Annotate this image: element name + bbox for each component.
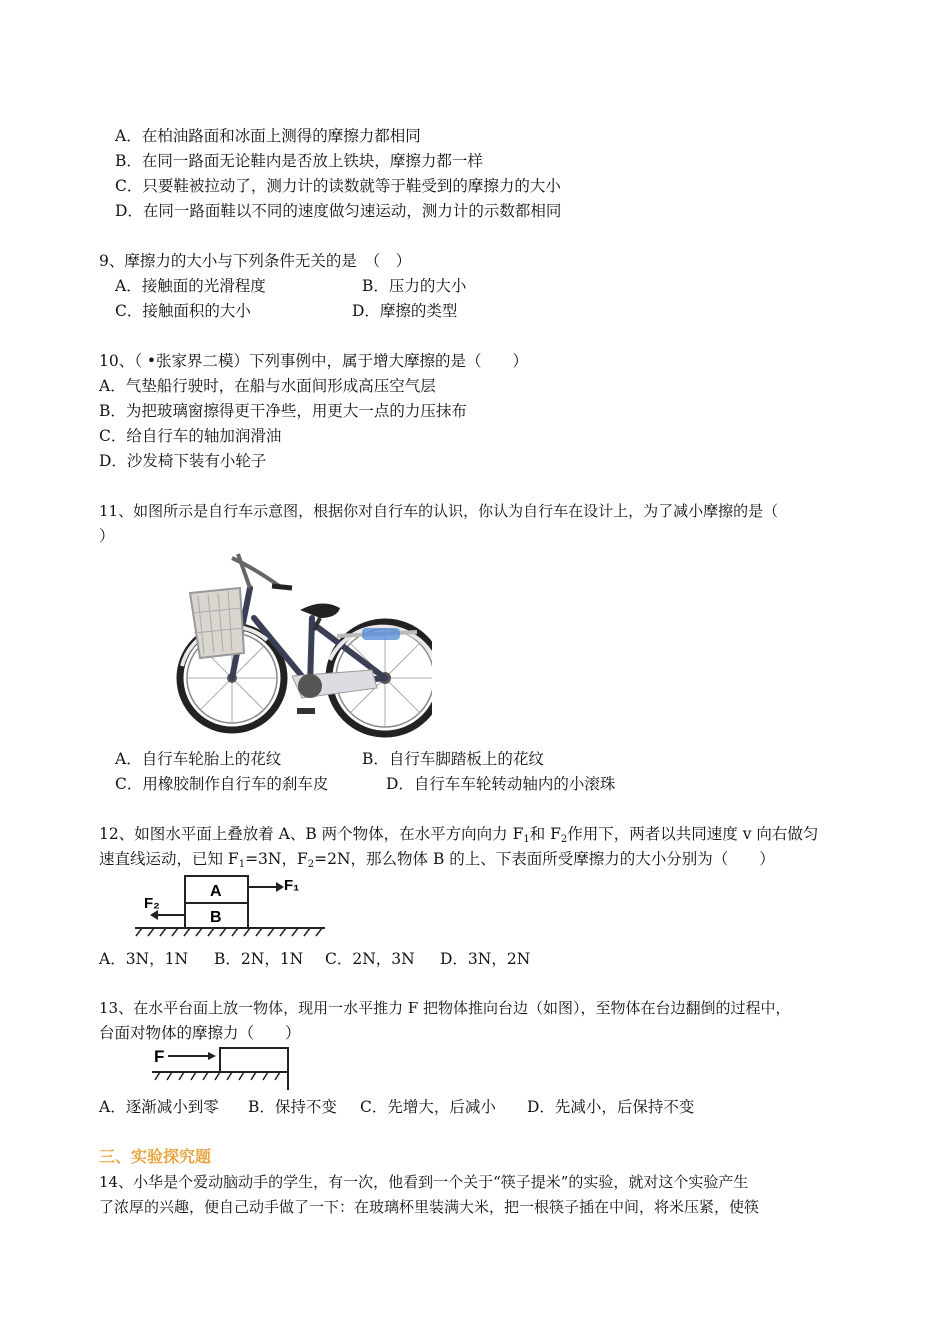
- q10-option-d: D．沙发椅下装有小轮子: [99, 452, 267, 470]
- q13-figure: [150, 1044, 300, 1092]
- bicycle-image: [172, 548, 432, 738]
- block-a-label: A: [210, 883, 222, 900]
- f2-label: F₂: [144, 895, 160, 912]
- f1-label: F₁: [284, 877, 300, 894]
- q8-option-b: B．在同一路面无论鞋内是否放上铁块，摩擦力都一样: [115, 152, 483, 170]
- q14-stem-line1: 14、小华是个爱动脑动手的学生，有一次，他看到一个关于“筷子提米”的实验，就对这个实验产生: [99, 1173, 749, 1191]
- q11-option-c: C．用橡胶制作自行车的刹车皮: [115, 775, 329, 793]
- q9-option-d: D．摩擦的类型: [352, 302, 458, 320]
- q12-option-d: D．3N，2N: [440, 950, 531, 968]
- section-title: 三、实验探究题: [99, 1147, 212, 1166]
- q13-option-c: C．先增大，后减小: [360, 1098, 496, 1116]
- q14-stem-line2: 了浓厚的兴趣，便自己动手做了一下：在玻璃杯里装满大米，把一根筷子插在中间，将米压紧，使筷: [99, 1198, 760, 1216]
- q9-stem: 9、摩擦力的大小与下列条件无关的是 （ ）: [99, 252, 412, 270]
- q12-option-a: A．3N，1N: [99, 950, 189, 968]
- q13-option-d: D．先减小，后保持不变: [527, 1098, 695, 1116]
- q10-option-b: B．为把玻璃窗擦得更干净些，用更大一点的力压抹布: [99, 402, 467, 420]
- q8-option-a: A．在柏油路面和冰面上测得的摩擦力都相同: [115, 127, 421, 145]
- q12-stem-line1: 12、如图水平面上叠放着 A、B 两个物体，在水平方向向力 $F_1$和 $F_2$作用下，两者以共同速度 v 向右做匀: [99, 825, 819, 845]
- basket: [190, 588, 244, 658]
- q13-stem-line2: 台面对物体的摩擦力（ ）: [99, 1024, 301, 1042]
- q13-option-a: A．逐渐减小到零: [99, 1098, 219, 1116]
- q13-stem-line1: 13、在水平台面上放一物体，现用一水平推力 F 把物体推向台边（如图），至物体在台边翻倒的过程中，: [99, 999, 791, 1017]
- q11-option-d: D．自行车车轮转动轴内的小滚珠: [386, 775, 616, 793]
- q12-stem-line2: 速直线运动，已知 $F_1=3N$，$F_2=2N$，那么物体 B 的上、下表面所受摩擦力的大小分别为（ ）: [99, 850, 775, 870]
- q8-option-d: D．在同一路面鞋以不同的速度做匀速运动，测力计的示数都相同: [115, 202, 562, 220]
- q10-option-a: A．气垫船行驶时，在船与水面间形成高压空气层: [99, 377, 436, 395]
- q12-option-b: B．2N，1N: [214, 950, 304, 968]
- q11-option-b: B．自行车脚踏板上的花纹: [362, 750, 544, 768]
- q9-option-c: C．接触面积的大小: [115, 302, 251, 320]
- q13-option-b: B．保持不变: [248, 1098, 337, 1116]
- q9-option-b: B．压力的大小: [362, 277, 467, 295]
- q10-option-c: C．给自行车的轴加润滑油: [99, 427, 282, 445]
- q11-stem-line2: ）: [99, 527, 115, 545]
- q9-option-a: A．接触面的光滑程度: [115, 277, 266, 295]
- q10-stem: 10、（ •张家界二模）下列事例中，属于增大摩擦的是（ ）: [99, 352, 529, 370]
- q11-stem-line1: 11、如图所示是自行车示意图，根据你对自行车的认识，你认为自行车在设计上，为了减小摩擦的是（: [99, 502, 779, 520]
- q8-option-c: C．只要鞋被拉动了，测力计的读数就等于鞋受到的摩擦力的大小: [115, 177, 561, 195]
- q11-option-a: A．自行车轮胎上的花纹: [115, 750, 282, 768]
- force-label: F: [154, 1047, 165, 1066]
- q12-option-c: C．2N，3N: [325, 950, 415, 968]
- block-b-label: B: [210, 909, 222, 926]
- q12-figure: [130, 870, 330, 938]
